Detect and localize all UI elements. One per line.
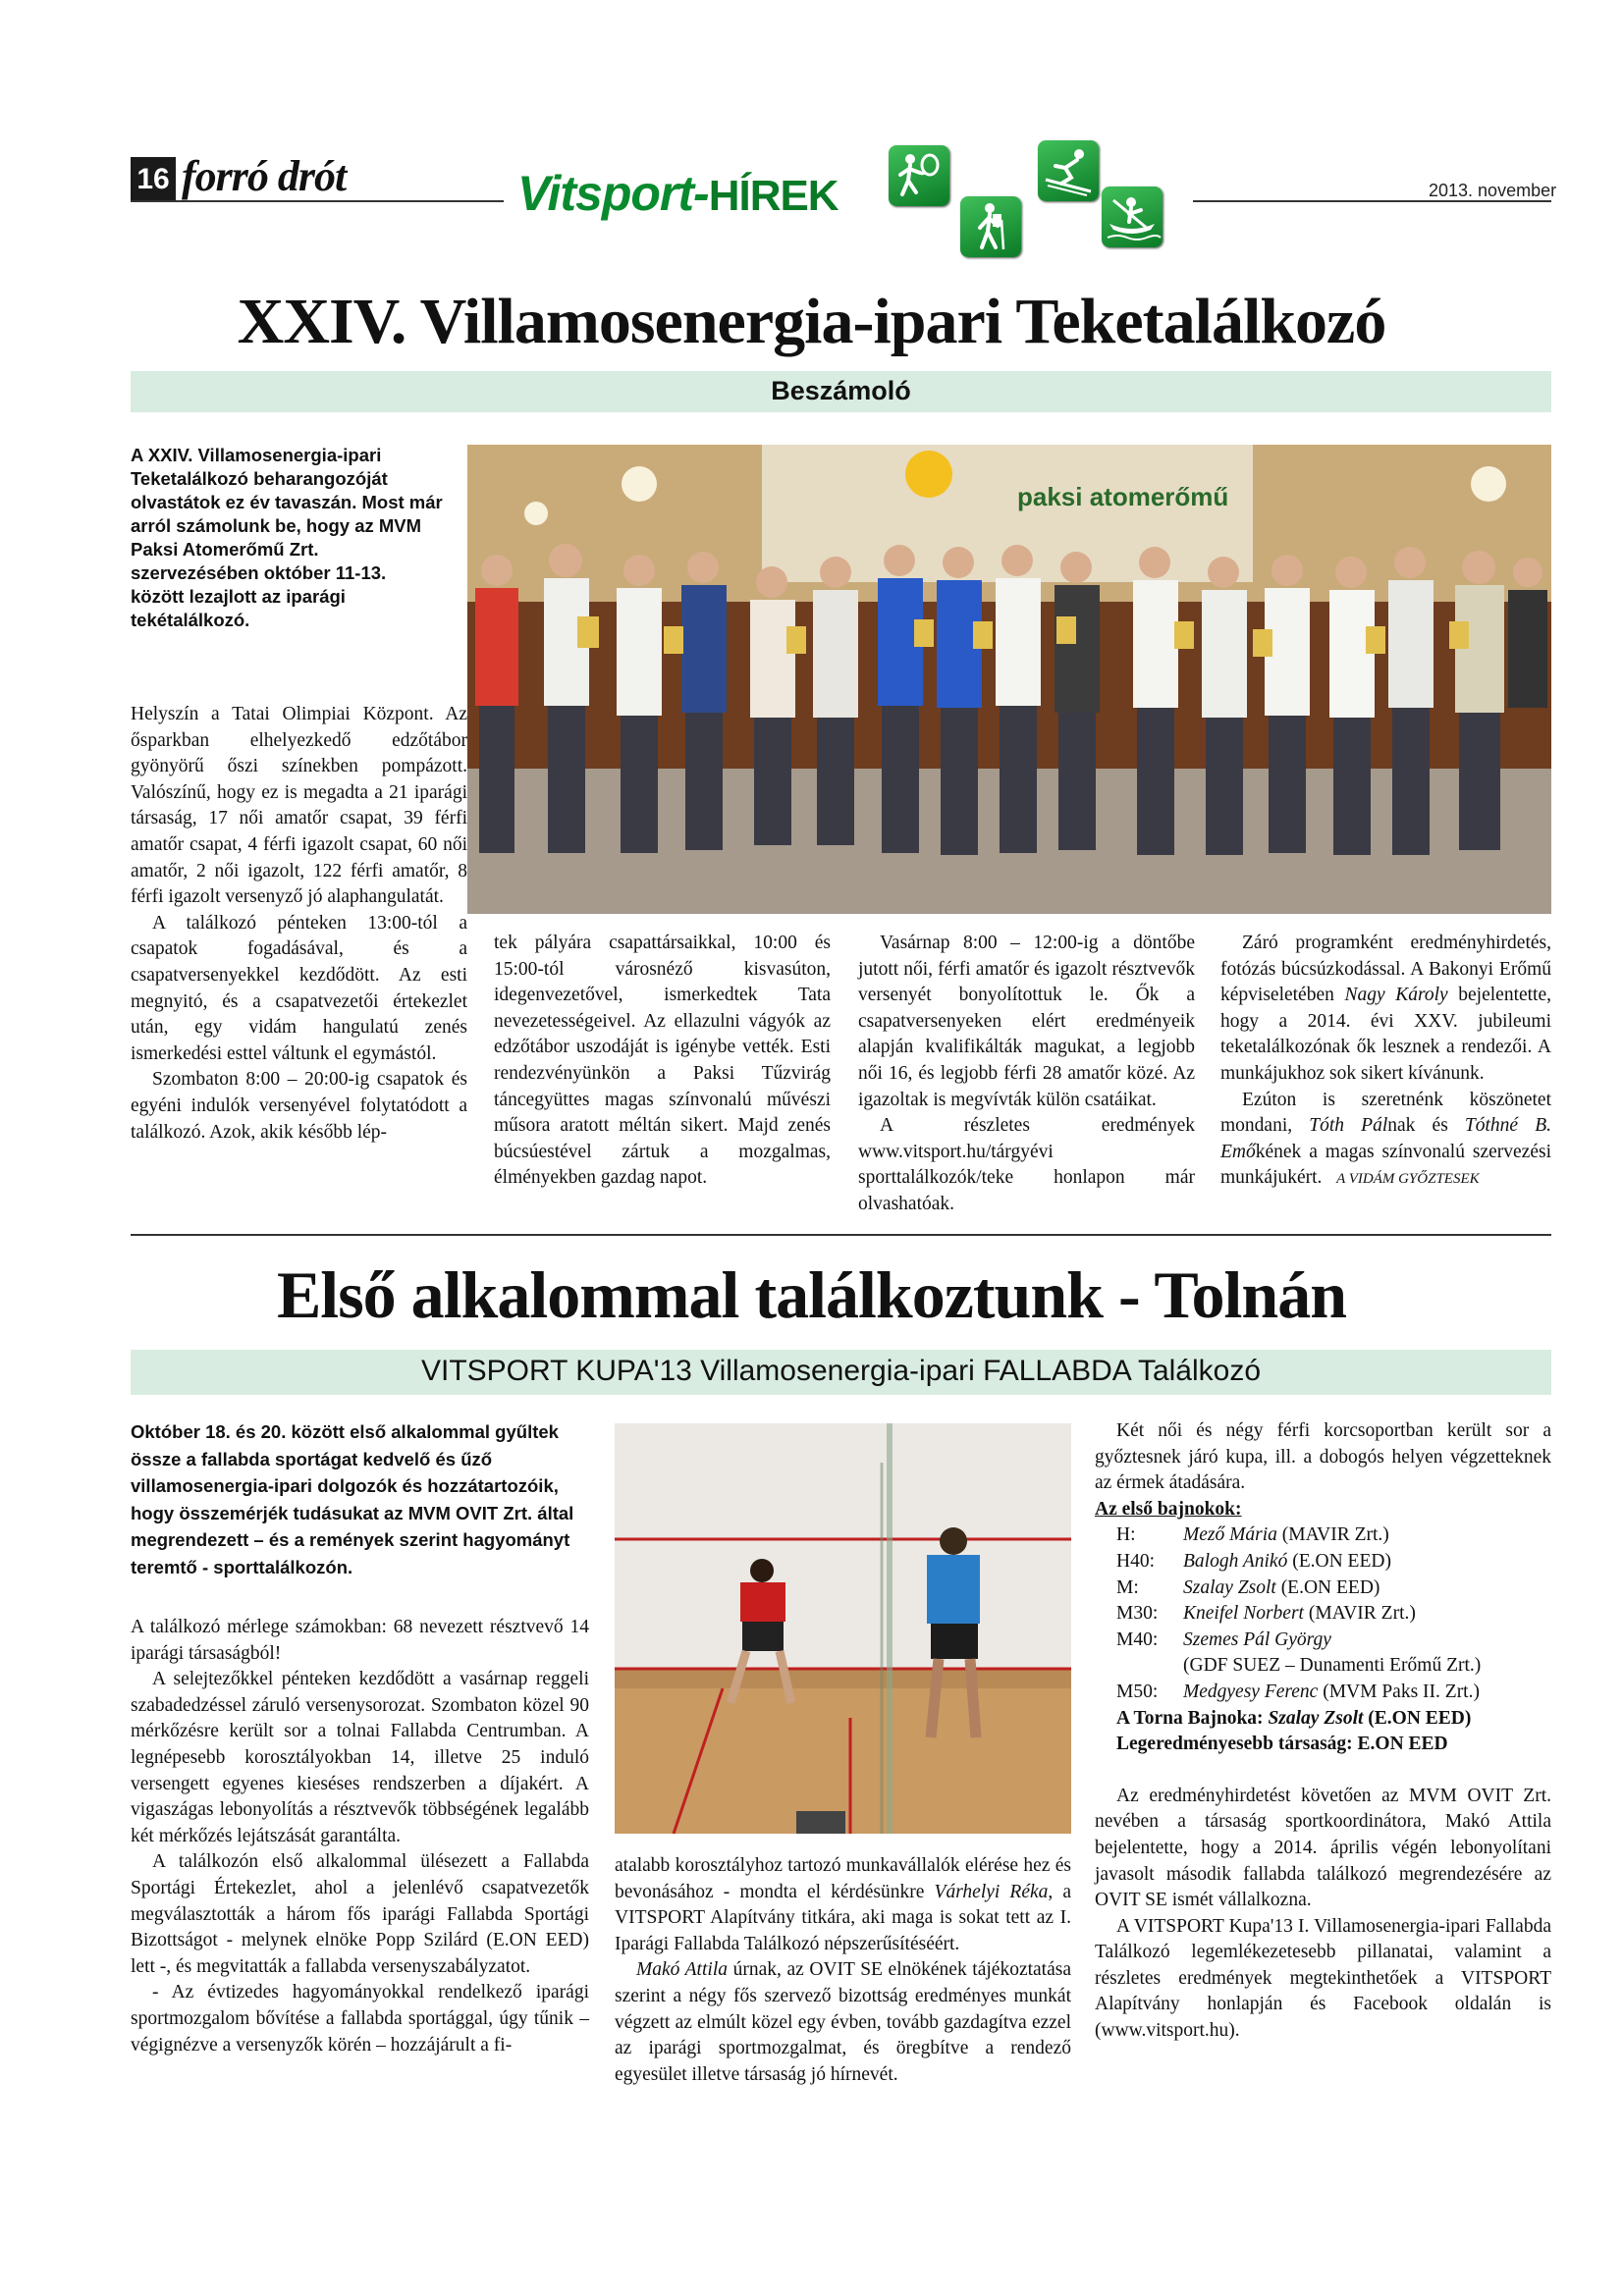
section-name: forró drót	[182, 152, 347, 200]
best-company: Legeredményesebb társaság: E.ON EED	[1116, 1734, 1448, 1755]
person-name: Várhelyi Réka	[934, 1881, 1049, 1902]
article2-column-2	[615, 1853, 1071, 2088]
vitsport-logo	[517, 165, 839, 222]
winners-group-photo	[467, 445, 1551, 914]
issue-date: 2013. november	[1429, 181, 1557, 200]
article2-col3-para-2: Az eredményhirdetést követően az MVM OVIT Zrt. nevében a társaság sportkoordinátora, Makó Attila bejelentette, hogy a 2014. április végén lebonyolítani javasolt második fallabda találkozó megrendezésére az OVIT SE ismét vállalkozna.	[1095, 1785, 1551, 1911]
article1-title: XXIV. Villamosenergia-ipari Teketalálkozó	[237, 286, 1386, 357]
article1-lead: A XXIV. Villamosenergia-ipari Teketalálkozó beharangozóját olvastátok ez év tavaszán. Most már arról számolunk be, hogy az MVM Paksi Atomerőmű Zrt. szervezésében október 11-13. között lezajlott az iparági tekétalálkozó.	[131, 445, 443, 630]
article2-col2-para-1: atalabb korosztályhoz tartozó munkavállalók elérése hez és bevonásához - mondta el kérdésünkre Várhelyi Réka, a VITSPORT Alapítvány titkára, aki maga is sokat tett az I. Iparági Fallabda Találkozó népszerűsítéséért.	[615, 1855, 1072, 1954]
spacer	[1095, 1758, 1551, 1784]
article2-col2-para-2: Makó Attila úrnak, az OVIT SE elnökének tájékoztatása szerint a négy fős szervező bizottság eredményes munkát végzett az elmúlt közel egy évben, tovább gazdagítva ezzel az iparági sportmozgalmat, és öregbítve a rendező egyesület illetve társaság jó hírnevét.	[615, 1959, 1071, 2085]
result-row: H: Mező Mária (MAVIR Zrt.)	[1116, 1524, 1389, 1546]
article2-col3-para-3: A VITSPORT Kupa'13 I. Villamosenergia-ipari Fallabda Találkozó legemlékezetesebb pillanatai, valamint a részletes eredmények megtekinthetőek a VITSPORT Alapítvány honlapján és Facebook oldalán is (www.vitsport.hu).	[1095, 1915, 1551, 2042]
article1-subtitle: Beszámoló	[771, 376, 911, 405]
kayak-icon	[1102, 187, 1163, 247]
article1-col4-para-1: Záró programként eredményhirdetés, fotózás búcsúzkodással. A Bakonyi Erőmű képviseletében Nagy Károly bejelentette, hogy a 2014. évi XXV. jubileumi teketalálkozónak ők lesznek a rendezői. A munkájukhoz sok sikert kívánunk.	[1220, 933, 1552, 1084]
tennis-icon	[889, 145, 949, 206]
champions-heading: Az első bajnokok:	[1095, 1498, 1242, 1520]
article1-signature: A VIDÁM GYŐZTESEK	[1336, 1171, 1480, 1188]
hiking-icon	[960, 196, 1021, 257]
article1-column-4	[1220, 931, 1551, 1193]
article2-subtitle: VITSPORT KUPA'13 Villamosenergia-ipari FALLABDA Találkozó	[420, 1355, 1262, 1387]
article1-col1-para-2: A találkozó pénteken 13:00-tól a csapatok fogadásával, és a csapatversenyekkel kezdődött. Az esti megnyitó, és a csapatvezetői értekezlet után, egy vidám hangulatú zenés ismerkedési esttel váltunk el egymástól.	[131, 912, 467, 1064]
article1-col1-para-3: Szombaton 8:00 – 20:00-ig csapatok és egyéni indulók versenyével folytatódott a találkozó. Azok, akik később lép-	[131, 1069, 467, 1143]
result-row: H40: Balogh Anikó (E.ON EED)	[1116, 1550, 1391, 1572]
article2-column-1	[131, 1615, 589, 2058]
squash-photo-illustration	[615, 1423, 1071, 1834]
result-row: M: Szalay Zsolt (E.ON EED)	[1116, 1576, 1380, 1598]
result-row: (GDF SUEZ – Dunamenti Erőmű Zrt.)	[1183, 1655, 1482, 1677]
champions-list	[1095, 1522, 1551, 1705]
article1-col2-para-1: tek pályára csapattársaikkal, 10:00 és 15:00-tól városnéző kisvasúton, idegenvezetővel, ismerkedtek Tata nevezetességeivel. Az ellazulni vágyók az edzőtábor uszodáját is igénybe vették. Esti rendezvényünkön a Paksi Tűzvirág táncegyüttes magas színvonalú művészi műsora aratott méltán sikert. Majd zenés búcsúestével zártuk a mozgalmas, élményekben gazdag napot.	[494, 933, 831, 1189]
skiing-icon	[1038, 140, 1099, 201]
article1-col1-para-1: Helyszín a Tatai Olimpiai Központ. Az ősparkban elhelyezkedő edzőtábor gyönyörű őszi színekben pompázott. Valószínű, hogy ez is megadta a 21 iparági társaság, 17 női amatőr csapat, 39 férfi amatőr csapat, 4 férfi igazolt csapat, 60 női amatőr, 2 női igazolt, 122 férfi amatőr, 8 férfi igazolt versenyző jó alaphangulatát.	[131, 704, 467, 908]
person-name: Makó Attila	[636, 1959, 728, 1981]
article2-lead: Október 18. és 20. között első alkalommal gyűltek össze a fallabda sportágat kedvelő és űző villamosenergia-ipari dolgozók és hozzátartozóik, hogy összemérjék tudásukat az MVM OVIT Zrt. által megrendezett – és a remények szerint hagyományt teremtő - sporttalálkozón.	[131, 1421, 574, 1577]
article1-column-3	[858, 931, 1195, 1218]
result-row: M40: Szemes Pál György	[1116, 1629, 1331, 1650]
article1-col3-para-1: Vasárnap 8:00 – 12:00-ig a döntőbe jutott női, férfi amatőr és igazolt résztvevők versenyét bonyolítottuk le. Ők a csapatversenyeken elért eredményeik alapján kvalifikálták magukat, a legjobb női 16, és legjobb férfi 28 amatőr közé. Az igazoltak is megvívták külön csatáikat.	[858, 933, 1195, 1110]
result-row: M50: Medgyesy Ferenc (MVM Paks II. Zrt.)	[1116, 1681, 1480, 1702]
article1-col4-para-2: Ezúton is szeretnénk köszönetet mondani, Tóth Pálnak és Tóthné B. Emőkének a magas színvonalú szervezési munkájukért. A VIDÁM GYŐZTESEK	[1220, 1089, 1552, 1189]
article1-col3-para-2: A részletes eredmények www.vitsport.hu/tárgyévi sporttalálkozók/teke honlapon már olvashatóak.	[858, 1115, 1195, 1214]
squash-match-photo	[615, 1423, 1071, 1834]
result-row: M30: Kneifel Norbert (MAVIR Zrt.)	[1116, 1603, 1416, 1625]
article2-col3-intro: Két női és négy férfi korcsoportban került sor a győztesnek járó kupa, ill. a dobogós helyen végzetteknek az érmek átadására.	[1095, 1420, 1551, 1494]
article1-column-2	[494, 931, 831, 1192]
logo-suffix-text: HÍREK	[708, 172, 839, 220]
photo-banner-text: paksi atomerőmű	[1017, 482, 1229, 511]
logo-main-text: Vitsport-	[517, 166, 709, 221]
article2-column-3	[1095, 1418, 1551, 2045]
page-number: 16	[131, 157, 176, 202]
winners-photo-illustration	[467, 445, 1551, 914]
article2-title: Első alkalommal találkoztunk - Tolnán	[276, 1257, 1347, 1332]
article1-column-1	[131, 702, 467, 1146]
torna-champion: A Torna Bajnoka: Szalay Zsolt (E.ON EED)	[1116, 1707, 1472, 1729]
article2-col1-para-4: - Az évtizedes hagyományokkal rendelkező iparági sportmozgalom bővítése a fallabda sportággal, úgy tűnik – végignézve a versenyzők körén – hozzájárult a fi-	[131, 1982, 589, 2056]
header-rule-left	[131, 200, 504, 202]
article2-col1-para-3: A találkozón első alkalommal ülésezett a Fallabda Sportági Értekezlet, ahol a jelenlévő csapatvezetők megválasztották a három fős iparági Fallabda Sportági Bizottságot - melynek elnöke Popp Szilárd (E.ON EED) lett -, és megvitatták a fallabda versenyszabályzatot.	[131, 1851, 589, 1977]
person-name: Nagy Károly	[1344, 985, 1448, 1006]
article2-col1-para-1: A találkozó mérlege számokban: 68 nevezett résztvevő 14 iparági társaságból!	[131, 1617, 589, 1664]
article2-col1-para-2: A selejtezőkkel pénteken kezdődött a vasárnap reggeli szabadedzéssel záruló versenysorozat. Szombaton közel 90 mérkőzésre került sor a tolnai Fallabda Centrumban. A legnépesebb korosztályokban 14, illetve 25 induló versengett egyenes kieséses rendszerben a díjakért. A vigaszágas lebonyolítás a résztvevők többségének legalább két mérkőzés lejátszását garantálta.	[131, 1669, 589, 1846]
article-separator	[131, 1234, 1551, 1236]
person-name: Tóth Pál	[1309, 1115, 1388, 1137]
person-name: Tóthné B. Emő	[1220, 1115, 1552, 1162]
